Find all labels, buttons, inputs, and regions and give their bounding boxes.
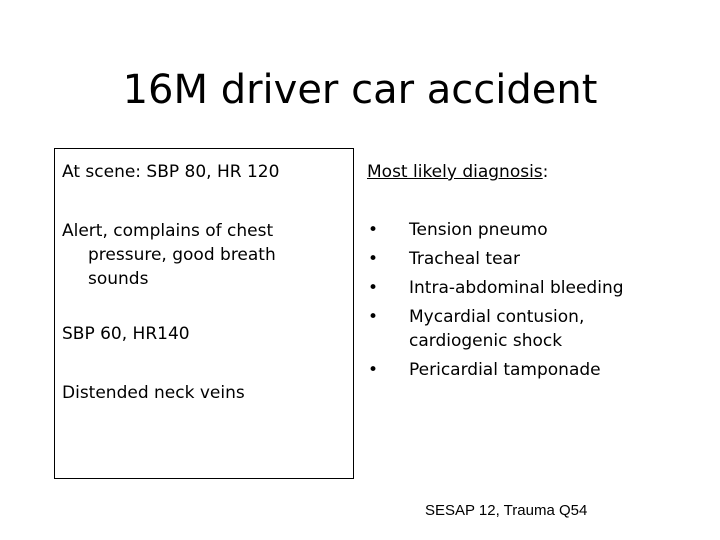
diagnosis-option: [367, 305, 667, 353]
bullet-icon: •: [367, 360, 379, 380]
bullet-icon: •: [367, 278, 379, 298]
slide-title: 16M driver car accident: [122, 67, 598, 113]
diagnosis-panel: [367, 160, 707, 380]
bullet-icon: •: [367, 307, 379, 327]
diagnosis-heading: [367, 160, 707, 184]
source-citation: SESAP 12, Trauma Q54: [425, 502, 588, 519]
diagnosis-option: [367, 276, 667, 300]
bullet-icon: •: [367, 249, 379, 269]
case-exam-finding: Distended neck veins: [62, 383, 245, 403]
case-details-box: [54, 148, 354, 479]
case-followup-vitals: SBP 60, HR140: [62, 324, 190, 344]
diagnosis-option-text: Tension pneumo: [409, 220, 548, 240]
diagnosis-option-text: Mycardial contusion, cardiogenic shock: [409, 307, 585, 351]
diagnosis-option-text: Pericardial tamponade: [409, 360, 601, 380]
diagnosis-option: [367, 358, 667, 382]
diagnosis-option-text: Intra-abdominal bleeding: [409, 278, 624, 298]
diagnosis-option: [367, 247, 667, 271]
diagnosis-heading-colon: :: [542, 162, 549, 182]
case-presentation: Alert, complains of chest pressure, good breath sounds: [62, 221, 276, 289]
case-scene-vitals: At scene: SBP 80, HR 120: [62, 162, 280, 182]
bullet-icon: •: [367, 220, 379, 240]
diagnosis-option: [367, 218, 667, 242]
diagnosis-heading-text: Most likely diagnosis: [367, 162, 543, 182]
diagnosis-options-list: [367, 218, 667, 387]
diagnosis-option-text: Tracheal tear: [409, 249, 520, 269]
